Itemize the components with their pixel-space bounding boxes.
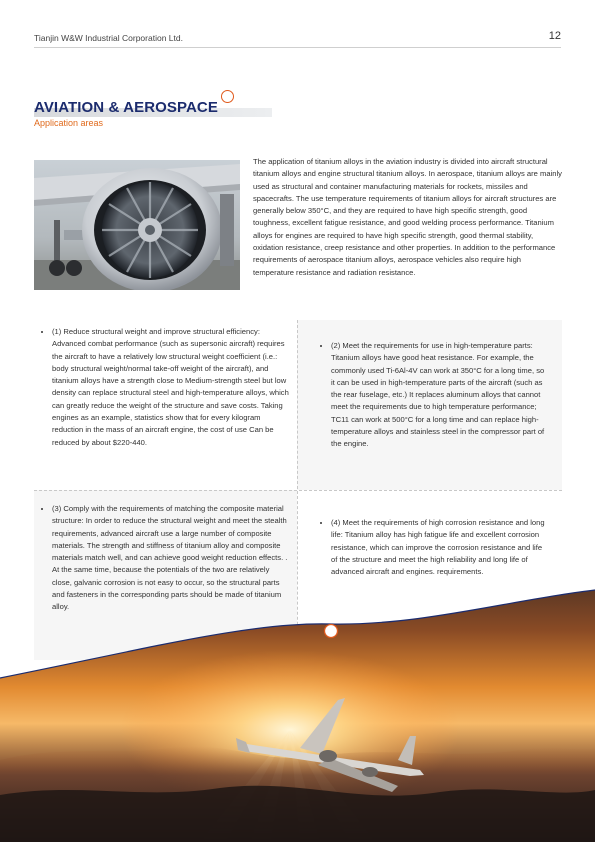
requirement-cell-2 — [297, 320, 562, 490]
page-number: 12 — [548, 30, 561, 42]
decorative-arc — [0, 560, 595, 842]
company-name: Tianjin W&W Industrial Corporation Ltd. — [34, 33, 183, 43]
requirement-cell-1 — [34, 320, 297, 490]
requirement-item: • (2) Meet the requirements for use in high-temperature parts: Titanium alloys have good heat resistance. For example, the commonly used Ti-6Al-4V can work at 350°C for a long time, so it can be used in high-temperature parts of the aircraft (such as the rear fuselage, etc.) It replaces aluminum alloys that cannot meet the requirements due to high temperature performance; TC11 can work at 500°C for a long time and can replace high-temperature alloys and stainless steel in the compressor part of the engine. — [331, 340, 550, 451]
section-title: AVIATION & AEROSPACE — [34, 99, 218, 116]
grid-horizontal-divider — [34, 490, 562, 491]
intro-paragraph: The application of titanium alloys in the aviation industry is divided into aircraft structural titanium alloys and engine structural titanium alloys. In aerospace, titanium alloys are mainly used as structural and container manufacturing materials for rockets, missiles and spacecrafts. The use temperature requirements of titanium alloys for aircraft structures are generally below 350°C, and they are required to have high specific strength, good toughness, excellent fatigue resistance, and good welding process performance. Titanium alloys for engines are required to have high specific strength, good thermal stability, oxidation resistance, creep resistance and other properties. In addition to the performance requirements of aerospace titanium alloys, aerospace vehicles also require high temperature resistance and radiation resistance. — [253, 157, 562, 277]
header-divider — [34, 47, 561, 48]
page-header — [34, 30, 561, 46]
arc-circle-icon — [325, 625, 338, 638]
requirement-item: • (4) Meet the requirements of high corrosion resistance and long life: Titanium alloy has high fatigue life and excellent corrosion resistance, which can improve the corrosion resistance and life of the structure and meet the high reliability and long life of advanced aircraft and engines. requirements. — [331, 517, 550, 578]
title-circle-icon — [221, 90, 234, 103]
section-subtitle: Application areas — [34, 118, 104, 128]
requirement-item: • (1) Reduce structural weight and improve structural efficiency: Advanced combat performance (such as supersonic aircraft) requires the aircraft to have a relatively low structural weight coefficient (i.e.: body structural weight/normal take-off weight of the aircraft), and titanium alloys have a strength close to Medium-strength steel but low density can replace structural steel and high-temperature alloys, which can greatly reduce the weight of the structure and save costs. Taking engines as an example, statistics show that for every kilogram reduction in the mass of an aircraft engine, the cost of use Can be reduced by about $220-440. — [52, 326, 291, 449]
jet-engine-image — [34, 160, 240, 290]
requirement-item: • (3) Comply with the requirements of matching the composite material structure: In order to reduce the structural weight and meet the stealth requirements, advanced aircraft use a large number of composite materials. The strength and stiffness of titanium alloy and composite materials match well, and can achieve good weight reduction effects. . At the same time, because the potentials of the two are relatively close, galvanic corrosion is not easy to occur, so the structural parts and fasteners in the corresponding parts should be made of titanium alloy. — [52, 503, 291, 614]
